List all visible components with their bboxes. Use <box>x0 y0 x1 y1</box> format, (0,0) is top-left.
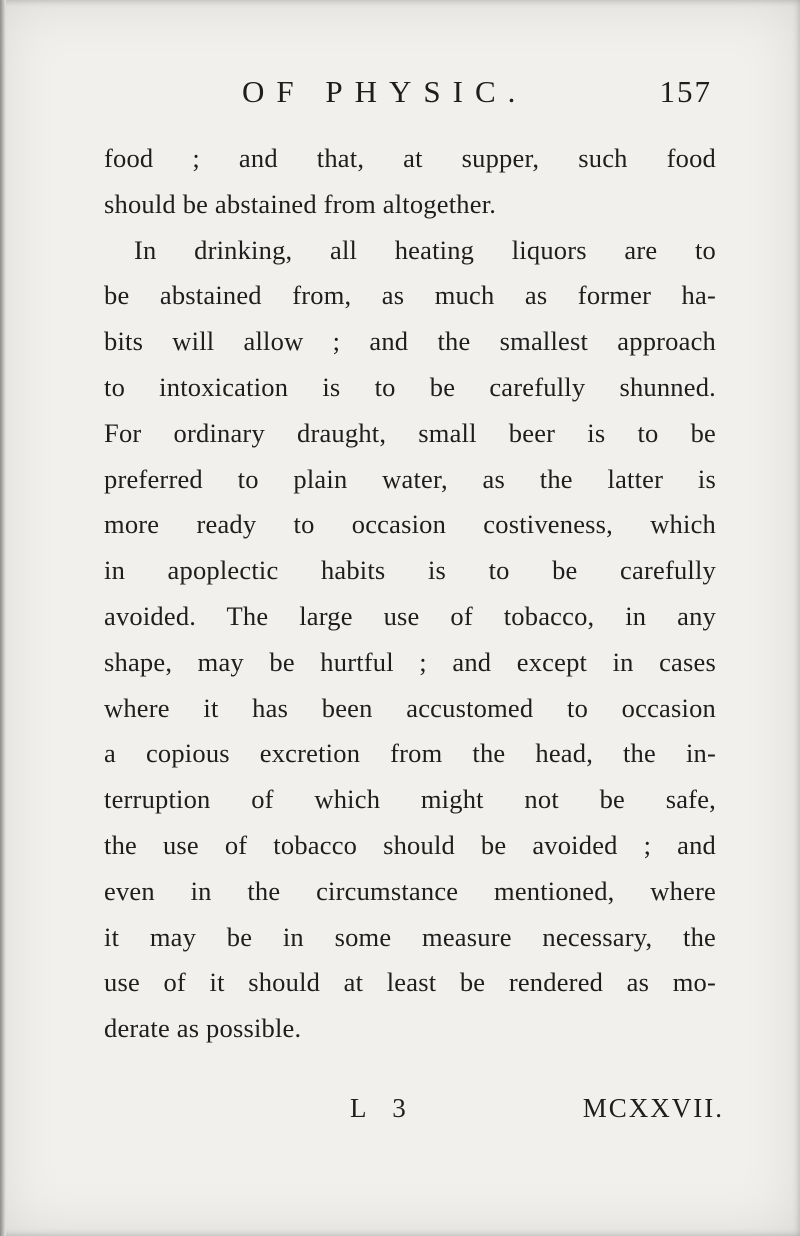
body-text <box>104 136 716 1052</box>
text-line: even in the circumstance mentioned, where <box>104 875 716 906</box>
running-head <box>100 70 712 120</box>
text-line: where it has been accustomed to occasion <box>104 692 716 723</box>
text-line: the use of tobacco should be avoided ; and <box>104 829 716 860</box>
text-line: avoided. The large use of tobacco, in any <box>104 600 716 631</box>
text-line: a copious excretion from the head, the in- <box>104 738 716 769</box>
page-footer <box>100 1086 724 1130</box>
page-number: 157 <box>659 74 712 109</box>
text-line: it may be in some measure necessary, the <box>104 921 716 952</box>
text-line: be abstained from, as much as former ha- <box>104 280 716 311</box>
text-line: shape, may be hurtful ; and except in cases <box>104 646 716 677</box>
text-line: derate as possible. <box>104 1013 302 1044</box>
catchword: MCXXVII. <box>582 1093 724 1123</box>
text-line: to intoxication is to be carefully shunned. <box>104 371 716 402</box>
text-line: use of it should at least be rendered as mo- <box>104 967 716 998</box>
text-line: more ready to occasion costiveness, which <box>104 509 716 540</box>
running-head-title: OF PHYSIC. <box>242 74 528 109</box>
text-line: food ; and that, at supper, such food <box>104 143 716 173</box>
signature-mark: L 3 <box>350 1093 416 1123</box>
text-line: bits will allow ; and the smallest approach <box>104 326 716 357</box>
page-edge-shadow <box>0 0 6 1236</box>
text-line: For ordinary draught, small beer is to be <box>104 417 716 448</box>
text-line: In drinking, all heating liquors are to <box>134 234 716 265</box>
text-line: should be abstained from altogether. <box>104 188 497 219</box>
text-line: in apoplectic habits is to be carefully <box>104 555 716 586</box>
text-line: preferred to plain water, as the latter is <box>104 463 716 494</box>
text-line: terruption of which might not be safe, <box>104 784 716 815</box>
